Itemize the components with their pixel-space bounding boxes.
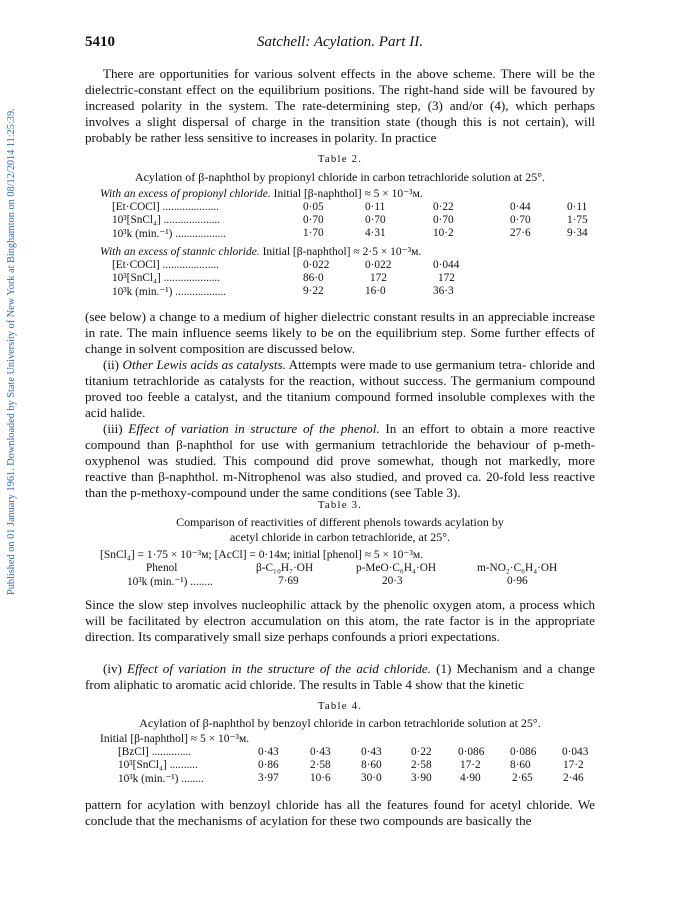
paragraph-4	[85, 421, 595, 501]
table-cell: 0·96	[507, 575, 528, 587]
table-cell: 30·0	[361, 772, 382, 784]
table4-caption: Acylation of β-naphthol by benzoyl chloride in carbon tetrachloride solution at 25°.	[139, 716, 541, 730]
table2-section-b-header	[100, 244, 421, 258]
table4-heading: Table 4.	[317, 700, 363, 712]
table-cell: 0·70	[303, 214, 324, 226]
table2-section-b-label: With an excess of stannic chloride.	[100, 246, 260, 258]
table-cell: 0·043	[562, 746, 589, 758]
table-cell: 0·22	[411, 746, 432, 758]
table-cell: 172	[438, 272, 455, 284]
table2-caption: Acylation of β-naphthol by propionyl chloride in carbon tetrachloride solution at 25°.	[134, 170, 546, 184]
table-column-header: m-NO₂·C₆H₄·OH	[477, 562, 558, 574]
paragraph-5-body: Since the slow step involves nucleophilic attack by the phenolic oxygen atom, a process which will be facilitated by electron accumulation on this atom, the rate factor is in the appropriate direction. Its comparatively small size perhaps confounds a priori expectations.	[85, 597, 595, 644]
table-cell: 17·2	[563, 759, 584, 771]
paragraph-3-lead: (ii)	[103, 357, 123, 372]
table2-heading: Table 2.	[317, 153, 363, 165]
table-cell: 17·2	[460, 759, 481, 771]
page-header	[85, 34, 595, 54]
table-cell: 0·05	[303, 201, 324, 213]
paragraph-3-body: Attempts were made to use germanium tetra- chloride and titanium tetrachloride as catalysts for the reaction, without success. The germanium compound proved too feeble a catalyst, and the titanium compound formed insoluble complexes with the acid halide.	[85, 357, 595, 420]
table-cell: 16·0	[365, 285, 386, 297]
table-cell: 2·46	[563, 772, 584, 784]
paragraph-3	[85, 357, 595, 421]
table-column-header: p-MeO·C₆H₄·OH	[356, 562, 437, 574]
table-cell: 8·60	[510, 759, 531, 771]
table-cell: 0·022	[365, 259, 392, 271]
table3-caption-line1: Comparison of reactivities of different phenols towards acylation by	[176, 515, 504, 529]
table-cell: 3·97	[258, 772, 279, 784]
table3-heading: Table 3.	[317, 499, 363, 511]
table-row-label: 10³k (min.⁻¹) ..................	[112, 286, 227, 298]
table2-section-a-note: Initial [β-naphthol] ≈ 5 × 10⁻³м.	[273, 188, 423, 200]
paragraph-4-lead: (iii)	[103, 421, 129, 436]
paragraph-4-body: In an effort to obtain a more reactive compound than β-naphthol for use with germanium tetrachloride the behaviour of p-meth- oxyphenol was studied. This compound did prove somewhat, though not markedly, more reactive than β-naphthol. m-Nitrophenol was also studied, and proved ca. 20-fold less reactive than the p-methoxy-compound under the same conditions (see Table 3).	[85, 421, 595, 500]
table-cell: 10·2	[433, 227, 454, 239]
table-cell: 0·22	[433, 201, 454, 213]
table-cell: 9·22	[303, 285, 324, 297]
table-row-label: [BzCl] ..............	[118, 746, 192, 758]
table-row-label: 10³[SnCl₄] ....................	[112, 272, 221, 284]
table-cell: 4·90	[460, 772, 481, 784]
paragraph-1: There are opportunities for various solvent effects in the above scheme. There will be the dielectric-constant effect on the equilibrium positions. The right-hand side will be favoured by increased polarity in the system. The rate-determining step, (3) and/or (4), which perhaps involves a slight dispersal of charge in the transition state (though this is not certain), will probably be rather less sensitive to increases in polarity. In practice	[85, 66, 595, 145]
running-title: Satchell: Acylation. Part II.	[257, 34, 423, 50]
table-cell: 86·0	[303, 272, 324, 284]
table-cell: 0·43	[310, 746, 331, 758]
table-cell: 0·70	[433, 214, 454, 226]
table2-section-b-note: Initial [β-naphthol] ≈ 2·5 × 10⁻³м.	[262, 246, 422, 258]
download-watermark	[6, 50, 20, 595]
table-cell: 2·58	[310, 759, 331, 771]
table-row-label: 10³k (min.⁻¹) ........	[118, 773, 204, 785]
paragraph-4-heading: Effect of variation in structure of the phenol.	[128, 421, 380, 436]
table3-conditions: [SnCl₄] = 1·75 × 10⁻³м; [AcCl] = 0·14м; initial [phenol] ≈ 5 × 10⁻³м.	[100, 549, 424, 561]
paragraph-5	[85, 597, 595, 645]
table-row-label: [Et·COCl] ....................	[112, 201, 220, 213]
table3-caption-line2: acetyl chloride in carbon tetrachloride, at 25°.	[229, 530, 451, 544]
table-cell: 172	[370, 272, 387, 284]
table-cell: 7·69	[278, 575, 299, 587]
table-cell: 2·58	[411, 759, 432, 771]
table-cell: 0·43	[258, 746, 279, 758]
table-row-label: 10³k (min.⁻¹) ..................	[112, 228, 227, 240]
table-cell: 0·86	[258, 759, 279, 771]
table-cell: 4·31	[365, 227, 386, 239]
watermark-text: Published on 01 January 1961. Downloaded by State University of New York at Binghamton on 08/12/2014 11:25:39.	[6, 108, 17, 595]
table-cell: 0·022	[303, 259, 330, 271]
table-cell: 0·70	[365, 214, 386, 226]
table-cell: 0·086	[510, 746, 537, 758]
table4-note: Initial [β-naphthol] ≈ 5 × 10⁻³м.	[100, 733, 250, 745]
table-cell: 2·65	[512, 772, 533, 784]
paragraph-7: pattern for acylation with benzoyl chloride has all the features found for acetyl chloride. We conclude that the mechanisms of acylation for these two compounds are basically the	[85, 797, 595, 828]
table2-section-a-header	[100, 186, 423, 200]
table-cell: 0·43	[361, 746, 382, 758]
table-cell: 27·6	[510, 227, 531, 239]
table-cell: 0·70	[510, 214, 531, 226]
table-column-header: β-C₁₀H₇·OH	[256, 562, 314, 574]
table-cell: 20·3	[382, 575, 403, 587]
paragraph-6-lead: (iv)	[103, 661, 128, 676]
table-row-label: 10³k (min.⁻¹) ........	[127, 576, 213, 588]
table-cell: 1·70	[303, 227, 324, 239]
table-cell: 10·6	[310, 772, 331, 784]
paragraph-2: (see below) a change to a medium of higher dielectric constant results in an appreciable increase in rate. The main influence seems likely to be on the equilibrium step. Some further effects of change in solvent composition are discussed below.	[85, 309, 595, 356]
page-number: 5410	[85, 34, 115, 50]
paragraph-6-body: (1) Mechanism and a change from aliphatic to aromatic acid chloride. The results in Table 4 show that the kinetic	[85, 661, 595, 692]
paragraph-6-heading: Effect of variation in the structure of the acid chloride.	[127, 661, 431, 676]
table-cell: 0·086	[458, 746, 485, 758]
paragraph-3-heading: Other Lewis acids as catalysts.	[122, 357, 286, 372]
table-cell: 0·11	[365, 201, 386, 213]
paragraph-6	[85, 661, 595, 693]
table-column-header: Phenol	[146, 562, 178, 574]
table-cell: 9·34	[567, 227, 588, 239]
table-row-label: 10³[SnCl₄] ..........	[118, 759, 198, 771]
table-cell: 36·3	[433, 285, 454, 297]
table-cell: 8·60	[361, 759, 382, 771]
table-row-label: [Et·COCl] ....................	[112, 259, 220, 271]
table-cell: 3·90	[411, 772, 432, 784]
table2-section-a-label: With an excess of propionyl chloride.	[100, 188, 271, 200]
table-cell: 0·11	[567, 201, 588, 213]
table-cell: 0·44	[510, 201, 531, 213]
table-cell: 0·044	[433, 259, 460, 271]
table-row-label: 10³[SnCl₄] ....................	[112, 214, 221, 226]
table-cell: 1·75	[567, 214, 588, 226]
